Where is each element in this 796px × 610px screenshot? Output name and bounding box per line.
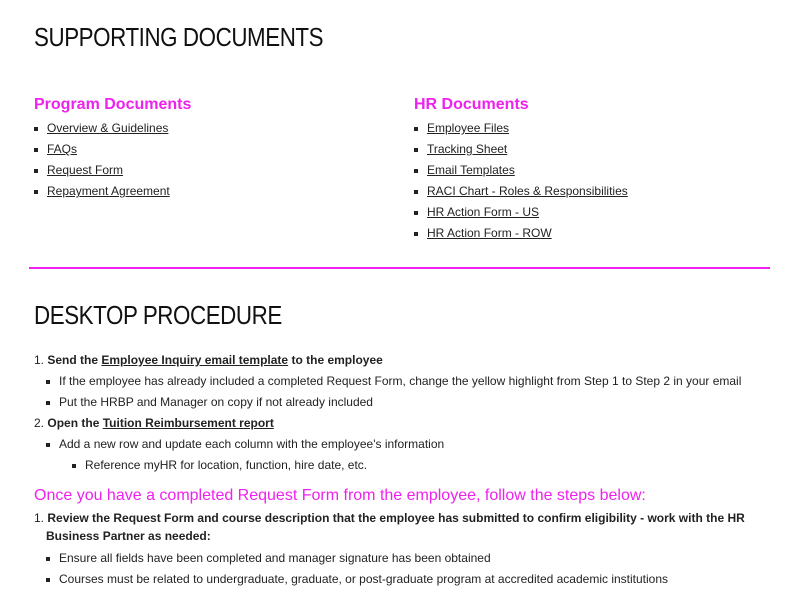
hr-action-form-row-link[interactable]: HR Action Form - ROW [427, 226, 552, 240]
step-subdetail: Reference myHR for location, function, hire date, etc. [34, 455, 764, 476]
list-item [34, 118, 191, 139]
step-text: to the employee [291, 353, 383, 367]
step-number: 2. [34, 416, 45, 430]
step-text-continued: Business Partner as needed: [46, 529, 211, 543]
step-detail: Courses must be related to undergraduate, graduate, or post-graduate program at accredited academic institutions [34, 569, 764, 590]
raci-chart-link[interactable]: RACI Chart - Roles & Responsibilities [427, 184, 628, 198]
employee-inquiry-template-link[interactable]: Employee Inquiry email template [101, 353, 289, 367]
request-form-link[interactable]: Request Form [47, 163, 124, 177]
email-templates-link[interactable]: Email Templates [427, 163, 515, 177]
list-item [34, 139, 191, 160]
list-item [414, 160, 628, 181]
program-documents-section [34, 95, 191, 202]
employee-files-link[interactable]: Employee Files [427, 121, 510, 135]
hr-documents-section [414, 95, 628, 244]
section-divider [29, 267, 770, 269]
step-text: Open the [47, 416, 100, 430]
step-text: Send the [47, 353, 99, 367]
step-number: 1. [34, 353, 45, 367]
step-detail: Add a new row and update each column with the employee's information [34, 434, 764, 455]
request-form-steps-heading: Once you have a completed Request Form from the employee, follow the steps below: [34, 487, 646, 504]
step-detail: Ensure all fields have been completed and manager signature has been obtained [34, 548, 764, 569]
list-item [414, 181, 628, 202]
step-detail: If the employee has already included a completed Request Form, change the yellow highlight from Step 1 to Step 2 in your email [34, 371, 764, 392]
overview-guidelines-link[interactable]: Overview & Guidelines [47, 121, 169, 135]
tracking-sheet-link[interactable]: Tracking Sheet [427, 142, 508, 156]
hr-documents-list [414, 118, 628, 244]
program-documents-heading: Program Documents [34, 96, 192, 113]
desktop-procedure-steps [34, 350, 764, 476]
list-item [34, 160, 191, 181]
list-item [414, 223, 628, 244]
step-number: 1. [34, 511, 45, 525]
list-item [414, 139, 628, 160]
program-documents-list [34, 118, 191, 202]
request-form-steps [34, 509, 764, 590]
list-item [414, 118, 628, 139]
tuition-reimbursement-report-link[interactable]: Tuition Reimbursement report [102, 416, 274, 430]
step-detail: Put the HRBP and Manager on copy if not already included [34, 392, 764, 413]
hr-action-form-us-link[interactable]: HR Action Form - US [427, 205, 540, 219]
procedure-step-1 [34, 350, 764, 371]
request-step-1 [34, 509, 764, 548]
list-item [34, 181, 191, 202]
faqs-link[interactable]: FAQs [47, 142, 78, 156]
step-text: Review the Request Form and course description that the employee has submitted to confirm eligibility - work with the HR [47, 511, 745, 525]
repayment-agreement-link[interactable]: Repayment Agreement [47, 184, 170, 198]
supporting-documents-title: SUPPORTING DOCUMENTS [34, 22, 324, 52]
list-item [414, 202, 628, 223]
procedure-step-2 [34, 413, 764, 434]
hr-documents-heading: HR Documents [414, 96, 529, 113]
desktop-procedure-title: DESKTOP PROCEDURE [34, 300, 282, 330]
